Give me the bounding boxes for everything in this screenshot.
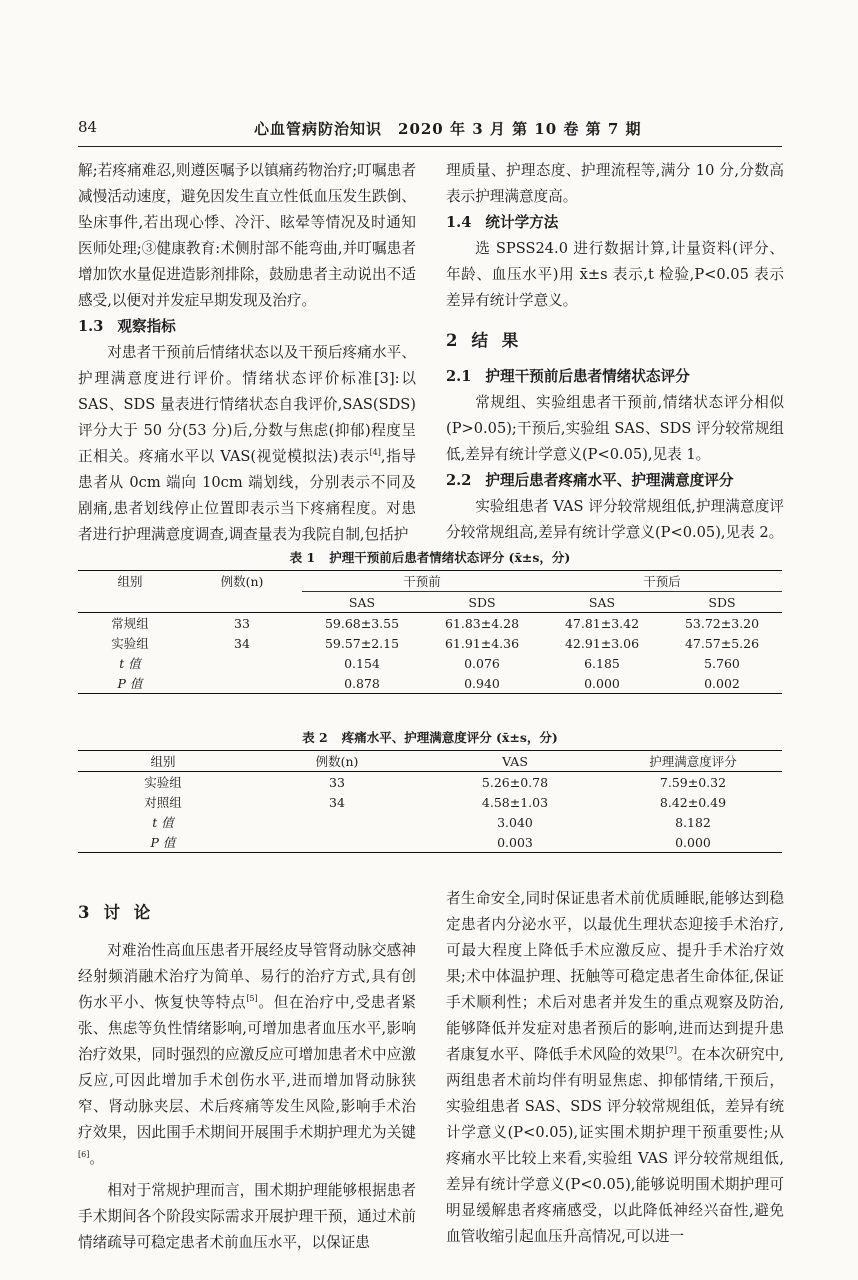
table-row: 对照组 34 4.58±1.03 8.42±0.49 (144, 794, 727, 810)
table2-header: 护理满意度评分 (649, 754, 737, 769)
section-heading-3: 3 讨 论 (78, 903, 155, 922)
table-row: P 值 0.003 0.000 (78, 832, 782, 853)
table2-header: 例数(n) (315, 754, 359, 769)
right-column-top (446, 158, 784, 546)
left-column-top (78, 158, 416, 548)
journal-header: 心血管病防治知识 2020 年 3 月 第 10 卷 第 7 期 (254, 120, 642, 138)
page-number: 84 (78, 118, 98, 136)
table1-subheader: SAS (588, 594, 616, 610)
left-column-discussion (78, 898, 416, 1256)
table1-caption: 表 1 护理干预前后患者情绪状态评分 (x̄±s，分) (289, 550, 571, 565)
table1 (78, 570, 782, 694)
table2-caption: 表 2 疼痛水平、护理满意度评分 (x̄±s，分) (302, 730, 558, 745)
header-rule (78, 146, 782, 147)
paragraph: 对难治性高血压患者开展经皮导管肾动脉交感神经射频消融术治疗为简单、易行的治疗方式,具有创伤水平小、恢复快等特点[5]。但在治疗中,受患者紧张、焦虑等负性情绪影响,可增加患者血压水平,影响治疗效果，同时强烈的应激反应可增加患者术中应激反应,可因此增加手术创伤水平,进而增加肾动脉狭窄、肾动脉夹层、术后疼痛等发生风险,影响手术治疗效果，因此围手术期间开展围手术期护理尤为关键[6]。 (78, 942, 416, 1167)
paragraph: 者生命安全,同时保证患者术前优质睡眠,能够达到稳定患者内分泌水平，以最优生理状态迎接手术治疗,可最大程度上降低手术应激反应、提升手术治疗效果;术中体温护理、抚触等可稳定患者生命体征,保证手术顺利性；术后对患者并发生的重点观察及防治,能够降低并发症对患者预后的影响,进而达到提升患者康复水平、降低手术风险的效果[7]。在本次研究中,两组患者术前均伴有明显焦虑、抑郁情绪,干预后，实验组患者 SAS、SDS 评分较常规组低，差异有统计学意义(P<0.05),证实围术期护理干预重要性;从疼痛水平比较上来看,实验组 VAS 评分较常规组低,差异有统计学意义(P<0.05),能够说明围术期护理可明显缓解患者疼痛感受，以此降低神经兴奋性,避免血管收缩引起血压升高情况,可以进一 (446, 890, 784, 1245)
table2 (78, 750, 782, 853)
table-row: t 值 0.154 0.076 6.185 5.760 (119, 655, 740, 671)
paragraph: 相对于常规护理而言，围术期护理能够根据患者手术期间各个阶段实际需求开展护理干预，通过术前情绪疏导可稳定患者术前血压水平，以保证患 (78, 1182, 416, 1251)
table1-header-group: 组别 (117, 574, 143, 590)
table-row: P 值 0.878 0.940 0.000 0.002 (78, 673, 782, 694)
table1-header-before: 干预前 (302, 571, 542, 592)
section-heading-1-3: 1.3 观察指标 (78, 318, 176, 335)
section-heading-2-2: 2.2 护理后患者疼痛水平、护理满意度评分 (446, 472, 734, 489)
table1-header-after: 干预后 (542, 571, 782, 592)
table-row: 实验组 34 59.57±2.15 61.91±4.36 42.91±3.06 47.57±5.26 (111, 635, 760, 651)
table1-header-n: 例数(n) (220, 574, 264, 590)
right-column-discussion (446, 886, 784, 1250)
table2-header: VAS (502, 753, 528, 769)
paragraph: 选 SPSS24.0 进行数据计算,计量资料(评分、年龄、血压水平)用 x̄±s 表示,t 检验,P<0.05 表示差异有统计学意义。 (446, 240, 784, 309)
citation: [6] (78, 1150, 90, 1160)
table1-subheader: SDS (468, 594, 496, 610)
citation: [4] (369, 448, 381, 458)
paragraph: 对患者干预前后情绪状态以及干预后疼痛水平、护理满意度进行评价。情绪状态评价标准[3]:以 SAS、SDS 量表进行情绪状态自我评价,SAS(SDS)评分大于 50 分(53 分)后,分数与焦虑(抑郁)程度呈正相关。疼痛水平以 VAS(视觉模拟法)表示[4],指导患者从 0cm 端向 10cm 端划线，分别表示不同及剧痛,患者划线停止位置即表示当下疼痛程度。对患者进行护理满意度调查,调查量表为我院自制,包括护 (78, 344, 416, 543)
citation: [7] (665, 1046, 677, 1056)
paragraph: 理质量、护理态度、护理流程等,满分 10 分,分数高表示护理满意度高。 (446, 162, 784, 205)
citation: [5] (246, 994, 258, 1004)
table1-subheader: SAS (348, 594, 376, 610)
paragraph: 解;若疼痛难忍,则遵医嘱予以镇痛药物治疗;叮嘱患者减慢活动速度，避免因发生直立性低血压发生跌倒、坠床事件,若出现心悸、冷汗、眩晕等情况及时通知医师处理;③健康教育:术侧肘部不能弯曲,并叮嘱患者增加饮水量促进造影剂排除，鼓励患者主动说出不适感受,以便对并发症早期发现及治疗。 (78, 162, 416, 309)
table1-subheader: SDS (708, 594, 736, 610)
table-row: t 值 3.040 8.182 (152, 814, 711, 830)
paragraph: 常规组、实验组患者干预前,情绪状态评分相似(P>0.05);干预后,实验组 SAS、SDS 评分较常规组低,差异有统计学意义(P<0.05),见表 1。 (446, 394, 784, 463)
paragraph: 实验组患者 VAS 评分较常规组低,护理满意度评分较常规组高,差异有统计学意义(P<0.05),见表 2。 (446, 498, 784, 541)
table2-header: 组别 (150, 754, 176, 769)
section-heading-2-1: 2.1 护理干预前后患者情绪状态评分 (446, 368, 690, 385)
section-heading-1-4: 1.4 统计学方法 (446, 214, 559, 231)
section-heading-2: 2 结 果 (446, 331, 523, 350)
table-row: 实验组 33 5.26±0.78 7.59±0.32 (144, 774, 727, 790)
table-row: 常规组 33 59.68±3.55 61.83±4.28 47.81±3.42 53.72±3.20 (111, 615, 760, 631)
